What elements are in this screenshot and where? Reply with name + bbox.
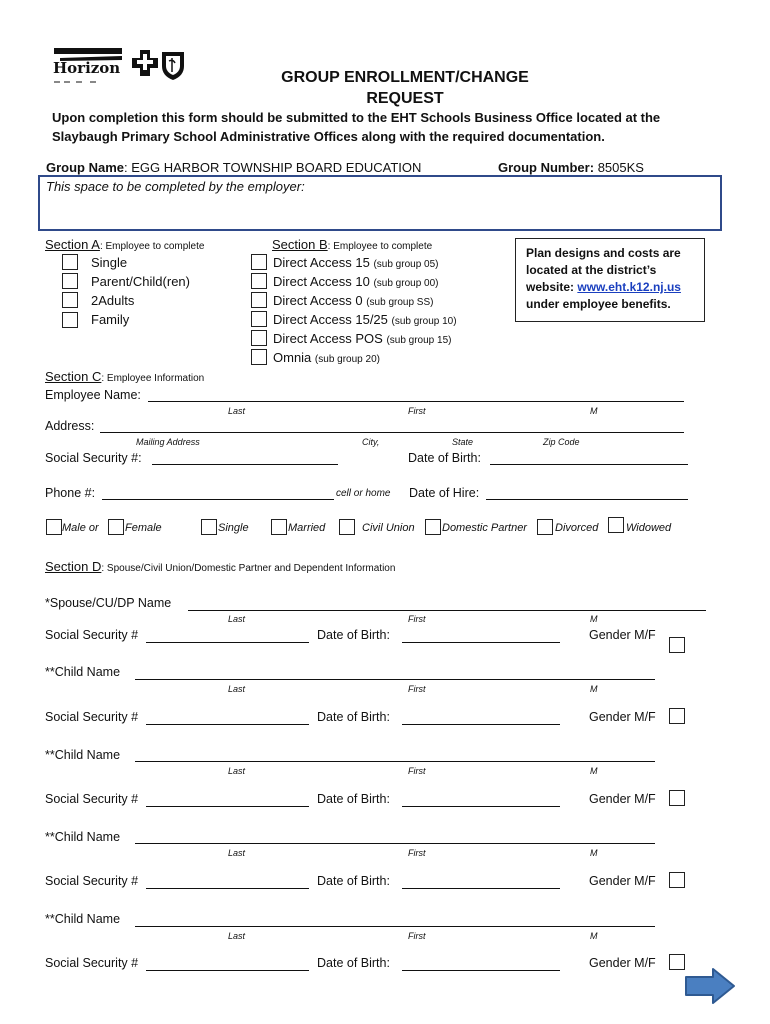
employee-first-caption: First bbox=[408, 406, 426, 416]
child-gender-checkbox[interactable] bbox=[669, 790, 685, 806]
hire-date-colon: : bbox=[475, 486, 480, 500]
city-caption: City, bbox=[362, 437, 380, 447]
zip-caption: Zip Code bbox=[543, 437, 580, 447]
employee-ssn-field[interactable] bbox=[152, 464, 338, 465]
plan-info-line-1: Plan designs and costs are bbox=[526, 246, 681, 260]
child-gender-label: Gender M/F bbox=[589, 874, 656, 888]
child-gender-label: Gender M/F bbox=[589, 710, 656, 724]
state-caption: State bbox=[452, 437, 474, 447]
child-gender-checkbox[interactable] bbox=[669, 708, 685, 724]
form-title bbox=[250, 67, 560, 109]
plan-label: Direct Access 0 bbox=[273, 293, 363, 308]
section-c-title: Section C bbox=[45, 369, 102, 384]
instruction-line-1: Upon completion this form should be submitted to the EHT Schools Business Office located at the bbox=[52, 110, 661, 125]
group-number-label: Group Number: bbox=[498, 160, 595, 175]
checkbox[interactable] bbox=[46, 519, 62, 535]
plan-label: Direct Access 15/25 bbox=[273, 312, 388, 327]
checkbox[interactable] bbox=[201, 519, 217, 535]
child-m-caption: M bbox=[590, 684, 598, 694]
child-name-label: **Child Name bbox=[45, 830, 121, 844]
section-b-subtitle: : Employee to complete bbox=[327, 241, 433, 252]
child-ssn-label: Social Security # bbox=[45, 874, 139, 888]
section-c-subtitle: : Employee Information bbox=[101, 373, 205, 384]
child-dob-field[interactable] bbox=[402, 724, 560, 725]
child-name-field[interactable] bbox=[135, 843, 655, 844]
next-page-arrow-icon[interactable] bbox=[683, 966, 737, 1006]
plan-subgroup: (sub group SS) bbox=[366, 297, 434, 308]
status-label: Single bbox=[218, 522, 249, 534]
child-dob-label: Date of Birth: bbox=[317, 874, 390, 888]
checkbox[interactable] bbox=[339, 519, 355, 535]
child-first-caption: First bbox=[408, 931, 426, 941]
checkbox[interactable] bbox=[251, 311, 267, 327]
spouse-m-caption: M bbox=[590, 614, 598, 624]
employee-ssn-label: Social Security #: bbox=[45, 451, 142, 465]
cell-or-home-caption: cell or home bbox=[336, 488, 391, 499]
child-name-field[interactable] bbox=[135, 679, 655, 680]
plan-label: Direct Access 15 bbox=[273, 255, 370, 270]
employee-name-label: Employee Name: bbox=[45, 388, 141, 402]
child-last-caption: Last bbox=[228, 684, 246, 694]
checkbox[interactable] bbox=[608, 517, 624, 533]
group-name-label: Group Name bbox=[46, 160, 125, 175]
checkbox[interactable] bbox=[108, 519, 124, 535]
child-dob-label: Date of Birth: bbox=[317, 710, 390, 724]
horizon-logo bbox=[50, 44, 190, 86]
checkbox[interactable] bbox=[62, 254, 78, 270]
plan-subgroup: (sub group 00) bbox=[373, 278, 439, 289]
child-gender-label: Gender M/F bbox=[589, 792, 656, 806]
plan-label: Omnia bbox=[273, 350, 312, 365]
child-last-caption: Last bbox=[228, 931, 246, 941]
checkbox[interactable] bbox=[251, 273, 267, 289]
plan-label: Direct Access POS bbox=[273, 331, 383, 346]
child-ssn-field[interactable] bbox=[146, 806, 309, 807]
section-d-title: Section D bbox=[45, 559, 102, 574]
child-name-label: **Child Name bbox=[45, 912, 121, 926]
employee-m-caption: M bbox=[590, 406, 598, 416]
section-d-header bbox=[45, 559, 395, 574]
instruction-line-2: Slaybaugh Primary School Administrative Offices along with the required documentation. bbox=[52, 129, 605, 144]
option-label: Family bbox=[91, 312, 130, 327]
option-label: Single bbox=[91, 255, 128, 270]
child-m-caption: M bbox=[590, 848, 598, 858]
child-first-caption: First bbox=[408, 684, 426, 694]
hire-date-label: Date of Hire bbox=[409, 486, 476, 500]
employer-note: This space to be completed by the employer: bbox=[46, 179, 305, 194]
child-dob-label: Date of Birth: bbox=[317, 792, 390, 806]
section-a-title: Section A bbox=[45, 237, 100, 252]
child-gender-checkbox[interactable] bbox=[669, 872, 685, 888]
checkbox[interactable] bbox=[251, 349, 267, 365]
instructions bbox=[52, 108, 660, 146]
district-website-link[interactable]: www.eht.k12.nj.us bbox=[577, 280, 681, 294]
spouse-dob-label: Date of Birth: bbox=[317, 628, 390, 642]
group-number-value: 8505KS bbox=[597, 160, 644, 175]
spouse-gender-checkbox[interactable] bbox=[669, 637, 685, 653]
horizon-logo-text: Horizon bbox=[53, 59, 121, 77]
checkbox[interactable] bbox=[537, 519, 553, 535]
plan-subgroup: (sub group 05) bbox=[373, 259, 439, 270]
child-name-field[interactable] bbox=[135, 761, 655, 762]
employee-name-field[interactable] bbox=[148, 401, 684, 402]
title-line-1: GROUP ENROLLMENT/CHANGE bbox=[281, 69, 529, 86]
status-label: Female bbox=[125, 522, 162, 534]
plan-subgroup: (sub group 10) bbox=[391, 316, 457, 327]
employee-last-caption: Last bbox=[228, 406, 246, 416]
checkbox[interactable] bbox=[251, 254, 267, 270]
checkbox[interactable] bbox=[251, 292, 267, 308]
checkbox[interactable] bbox=[62, 273, 78, 289]
child-dob-field[interactable] bbox=[402, 806, 560, 807]
spouse-ssn-field[interactable] bbox=[146, 642, 309, 643]
checkbox[interactable] bbox=[62, 312, 78, 328]
hire-date-field[interactable] bbox=[486, 499, 688, 500]
section-b-header bbox=[272, 237, 432, 252]
section-a-subtitle: : Employee to complete bbox=[99, 241, 205, 252]
child-last-caption: Last bbox=[228, 848, 246, 858]
section-a-header bbox=[45, 237, 204, 252]
status-label: Divorced bbox=[555, 522, 599, 534]
child-first-caption: First bbox=[408, 766, 426, 776]
child-ssn-field[interactable] bbox=[146, 724, 309, 725]
spouse-gender-label: Gender M/F bbox=[589, 628, 656, 642]
status-label: Male or bbox=[62, 522, 99, 534]
child-ssn-field[interactable] bbox=[146, 970, 309, 971]
child-dob-field[interactable] bbox=[402, 888, 560, 889]
checkbox[interactable] bbox=[251, 330, 267, 346]
employee-dob-field[interactable] bbox=[490, 464, 688, 465]
checkbox[interactable] bbox=[271, 519, 287, 535]
status-label: Married bbox=[288, 522, 326, 534]
status-label: Civil Union bbox=[362, 522, 415, 534]
section-d-subtitle: : Spouse/Civil Union/Domestic Partner and Dependent Information bbox=[101, 563, 396, 574]
mailing-address-caption: Mailing Address bbox=[136, 437, 200, 447]
plan-info-line-2: located at the district’s bbox=[526, 263, 657, 277]
checkbox[interactable] bbox=[425, 519, 441, 535]
child-last-caption: Last bbox=[228, 766, 246, 776]
child-name-field[interactable] bbox=[135, 926, 655, 927]
spouse-dob-field[interactable] bbox=[402, 642, 560, 643]
plan-subgroup: (sub group 20) bbox=[314, 354, 380, 365]
spouse-ssn-label: Social Security # bbox=[45, 628, 139, 642]
spouse-first-caption: First bbox=[408, 614, 426, 624]
child-first-caption: First bbox=[408, 848, 426, 858]
section-c-header bbox=[45, 369, 204, 384]
spouse-name-field[interactable] bbox=[188, 610, 706, 611]
child-m-caption: M bbox=[590, 766, 598, 776]
child-dob-field[interactable] bbox=[402, 970, 560, 971]
employee-dob-label: Date of Birth: bbox=[408, 451, 481, 465]
section-b-title: Section B bbox=[272, 237, 328, 252]
plan-info-box bbox=[515, 238, 705, 322]
group-number bbox=[498, 160, 644, 175]
status-label: Domestic Partner bbox=[442, 522, 527, 534]
child-ssn-label: Social Security # bbox=[45, 956, 139, 970]
address-field[interactable] bbox=[100, 432, 684, 433]
child-name-label: **Child Name bbox=[45, 665, 121, 679]
child-dob-label: Date of Birth: bbox=[317, 956, 390, 970]
title-line-2: REQUEST bbox=[366, 90, 444, 107]
child-ssn-field[interactable] bbox=[146, 888, 309, 889]
child-name-label: **Child Name bbox=[45, 748, 121, 762]
option-label: Parent/Child(ren) bbox=[91, 274, 190, 289]
phone-field[interactable] bbox=[102, 499, 334, 500]
plan-subgroup: (sub group 15) bbox=[386, 335, 452, 346]
address-label: Address: bbox=[45, 419, 95, 433]
option-label: 2Adults bbox=[91, 293, 135, 308]
status-label: Widowed bbox=[626, 522, 672, 534]
child-gender-label: Gender M/F bbox=[589, 956, 656, 970]
plan-info-line-4: under employee benefits. bbox=[526, 297, 671, 311]
child-m-caption: M bbox=[590, 931, 598, 941]
plan-label: Direct Access 10 bbox=[273, 274, 370, 289]
group-name-value: : EGG HARBOR TOWNSHIP BOARD EDUCATION bbox=[124, 160, 422, 175]
child-ssn-label: Social Security # bbox=[45, 792, 139, 806]
spouse-name-label: *Spouse/CU/DP Name bbox=[45, 596, 172, 610]
child-ssn-label: Social Security # bbox=[45, 710, 139, 724]
spouse-last-caption: Last bbox=[228, 614, 246, 624]
plan-info-line-3: website: bbox=[526, 280, 578, 294]
checkbox[interactable] bbox=[62, 292, 78, 308]
group-name bbox=[46, 160, 421, 175]
phone-label: Phone #: bbox=[45, 486, 96, 500]
